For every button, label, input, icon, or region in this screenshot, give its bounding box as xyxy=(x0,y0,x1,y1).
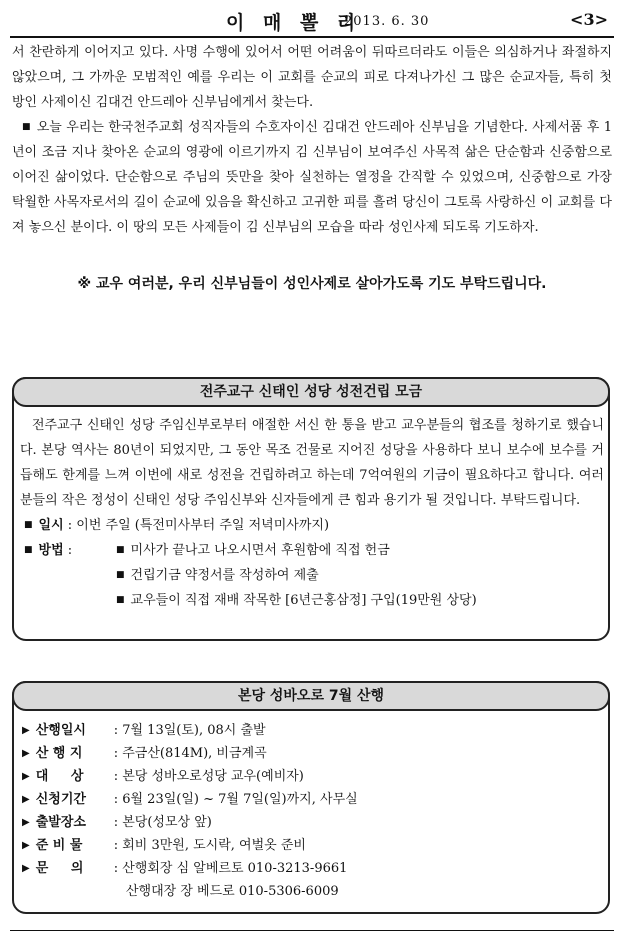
issue-date: 2013. 6. 30 xyxy=(344,14,430,29)
list-item: ▶ 산 행 지 : 주금산(814M), 비금계곡 xyxy=(22,746,267,761)
list-item: ■ 미사가 끝나고 나오시면서 후원함에 직접 헌금 xyxy=(116,543,390,558)
page-header xyxy=(10,8,614,34)
fundraising-box xyxy=(12,377,610,641)
method-list xyxy=(112,538,477,613)
hiking-body xyxy=(22,719,602,903)
triangle-bullet-icon: ▶ xyxy=(22,771,30,782)
date-label: 일시 xyxy=(38,518,64,533)
date-value: : 이번 주일 (특전미사부터 주일 저녁미사까지) xyxy=(67,518,330,533)
page-number: <3> xyxy=(570,10,608,29)
intro-article xyxy=(12,40,612,240)
intro-paragraph: 서 찬란하게 이어지고 있다. 사명 수행에 있어서 어떤 어려움이 뒤따르더라도 이들은 의심하거나 좌절하지 않았으며, 그 가까운 모범적인 예를 우리는 이 교회를 순교의 피로 다져나가신 그 많은 순교자들, 특히 첫 방인 사제이신 김대건 안드레아 신부님에게서 찾는다. xyxy=(12,45,612,110)
list-item: ■ 건립기금 약정서를 작성하여 제출 xyxy=(116,568,319,583)
triangle-bullet-icon: ▶ xyxy=(22,863,30,874)
triangle-bullet-icon: ▶ xyxy=(22,817,30,828)
intro-paragraph-text: 오늘 우리는 한국천주교회 성직자들의 수호자이신 김대건 안드레아 신부님을 기념한다. 사제서품 후 1년이 조금 지나 찾아온 순교의 영광에 이르기까지 김 신부님이 보여주신 사목적 삶은 단순함과 신중함으로 이어진 삶이었다. 단순함으로 주님의 뜻만을 찾아 실천하는 열정을 간직할 수 있었으며, 신중함으로 가장 탁월한 사목자로서의 길이 순교에 있음을 확신하고 고귀한 피를 흘려 당신이 그토록 사랑하신 이 교회를 다져 놓으신 분이다. 이 땅의 모든 사제들이 김 신부님의 모습을 따라 성인사제 되도록 기도하자. xyxy=(12,120,612,235)
triangle-bullet-icon: ▶ xyxy=(22,725,30,736)
method-separator: : xyxy=(67,543,73,558)
list-item: ▶ 신청기간 : 6월 23일(일) ~ 7월 7일(일)까지, 사무실 xyxy=(22,792,358,807)
square-bullet-icon: ■ xyxy=(116,595,125,605)
method-label: 방법 xyxy=(38,543,64,558)
fundraising-title: 전주교구 신태인 성당 성전건립 모금 xyxy=(12,377,610,407)
list-item: ▶ 대 상 : 본당 성바오로성당 교우(예비자) xyxy=(22,769,304,784)
intro-paragraph xyxy=(12,115,612,240)
list-item: ▶ 출발장소 : 본당(성모상 앞) xyxy=(22,815,212,830)
square-bullet-icon: ■ xyxy=(116,570,125,580)
header-rule xyxy=(10,36,614,38)
prayer-request: ※ 교우 여러분, 우리 신부님들이 성인사제로 살아가도록 기도 부탁드립니다. xyxy=(77,276,547,292)
fundraising-body xyxy=(20,413,604,613)
fundraising-text: 전주교구 신태인 성당 주임신부로부터 애절한 서신 한 통을 받고 교우분들의 협조를 청하기로 했습니다. 본당 역사는 80년이 되었지만, 그 동안 목조 건물로 지어진 성당을 사용하다 보니 보수에 보수를 거듭해도 한계를 느껴 이번에 새로 성전을 건립하려고 하는데 7억여원의 기금이 필요하다고 합니다. 여러분들의 작은 정성이 신태인 성당 주임신부와 신자들에게 큰 힘과 용기가 될 것입니다. 부탁드립니다. xyxy=(20,418,604,508)
triangle-bullet-icon: ▶ xyxy=(22,840,30,851)
contact-line: 산행대장 장 베드로 010-5306-6009 xyxy=(126,884,339,899)
list-item: ▶ 문 의 : 산행회장 심 알베르토 010-3213-9661 xyxy=(22,861,348,876)
footer-rule xyxy=(10,930,614,931)
hiking-title: 본당 성바오로 7월 산행 xyxy=(12,681,610,711)
fundraising-date-row xyxy=(20,513,604,538)
triangle-bullet-icon: ▶ xyxy=(22,748,30,759)
square-bullet-icon: ■ xyxy=(24,520,33,530)
square-bullet-icon: ■ xyxy=(22,122,31,132)
square-bullet-icon: ■ xyxy=(116,545,125,555)
fundraising-method-row xyxy=(20,538,604,613)
hiking-box xyxy=(12,681,610,914)
triangle-bullet-icon: ▶ xyxy=(22,794,30,805)
list-item: ▶ 준 비 물 : 회비 3만원, 도시락, 여벌옷 준비 xyxy=(22,838,306,853)
list-item: ▶ 산행일시 : 7월 13일(토), 08시 출발 xyxy=(22,723,266,738)
square-bullet-icon: ■ xyxy=(24,545,33,555)
list-item: ■ 교우들이 직접 재배 작목한 [6년근홍삼정] 구입(19만원 상당) xyxy=(116,593,477,608)
bulletin-title: 이 매 뽈 리 xyxy=(226,12,362,34)
